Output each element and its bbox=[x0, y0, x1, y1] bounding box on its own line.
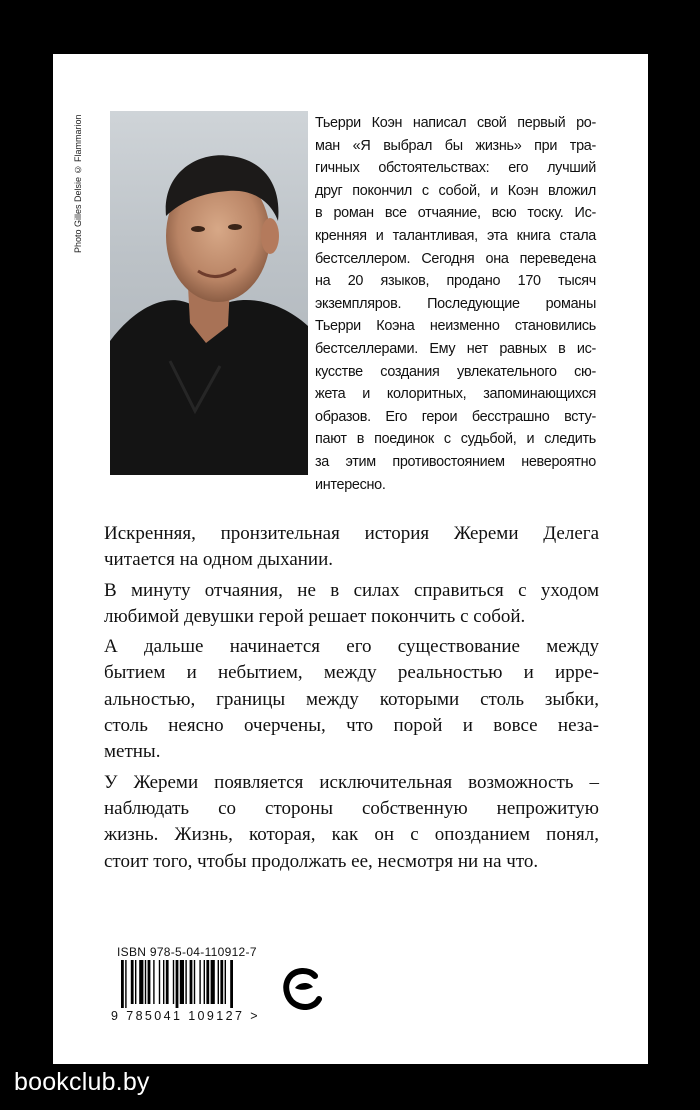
site-watermark: bookclub.by bbox=[14, 1068, 150, 1096]
isbn-label: ISBN 978-5-04-110912-7 bbox=[117, 945, 257, 959]
text-line: читается на одном дыхании. bbox=[104, 549, 334, 571]
annotation-paragraph bbox=[104, 521, 599, 574]
text-line: А дальше начинается его существование между bbox=[104, 636, 599, 658]
text-line: столь неясно очерчены, что порой и вовсе неза- bbox=[104, 715, 599, 737]
barcode bbox=[119, 960, 279, 1008]
bio-line: пают в поединок с судьбой, и следить bbox=[315, 431, 596, 448]
bio-line: интересно. bbox=[315, 476, 386, 493]
bio-line: бестселлерами. Ему нет равных в ис- bbox=[315, 340, 596, 357]
text-line: жизнь. Жизнь, которая, как он с опозданием понял, bbox=[104, 824, 599, 846]
annotation-paragraph bbox=[104, 634, 599, 765]
book-back-cover bbox=[53, 54, 648, 1064]
photo-credit: Photo Gilles Delsie © Flammarion bbox=[73, 114, 83, 253]
bio-line: друг покончил с собой, и Коэн вложил bbox=[315, 182, 596, 199]
bio-line: экземпляров. Последующие романы bbox=[315, 295, 596, 312]
author-photo bbox=[110, 111, 308, 475]
bio-line: кренняя и талантливая, эта книга стала bbox=[315, 227, 596, 244]
bio-line: на 20 языков, продано 170 тысяч bbox=[315, 273, 596, 290]
bio-line: в роман все отчаяние, всю тоску. Ис- bbox=[315, 205, 596, 222]
annotation-paragraph bbox=[104, 770, 599, 875]
text-line: любимой девушки герой решает покончить с собой. bbox=[104, 605, 526, 627]
text-line: метны. bbox=[104, 741, 161, 763]
bio-line: образов. Его герои бесстрашно всту- bbox=[315, 408, 596, 425]
bio-line: Тьерри Коэна неизменно становились bbox=[315, 318, 596, 335]
bio-line: бестселлером. Сегодня она переведена bbox=[315, 250, 596, 267]
text-line: Искренняя, пронзительная история Жереми Делега bbox=[104, 523, 599, 544]
publisher-logo-icon bbox=[283, 966, 323, 1010]
text-line: бытием и небытием, между реальностью и ирре- bbox=[104, 662, 599, 684]
annotation-paragraph bbox=[104, 578, 599, 631]
bio-line: Тьерри Коэн написал свой первый ро- bbox=[315, 115, 596, 131]
text-line: стоит того, чтобы продолжать ее, несмотря ни на что. bbox=[104, 850, 539, 872]
bio-line: кусстве создания увлекательного сю- bbox=[315, 363, 596, 380]
text-line: наблюдать со стороны собственную непрожитую bbox=[104, 797, 599, 819]
bio-line: ман «Я выбрал бы жизнь» при тра- bbox=[315, 137, 596, 154]
bio-line: гичных обстоятельствах: его лучший bbox=[315, 160, 596, 177]
author-bio bbox=[315, 112, 596, 496]
book-annotation bbox=[104, 521, 599, 879]
barcode-digits: 9 785041 109127 > bbox=[111, 1009, 260, 1023]
text-line: У Жереми появляется исключительная возможность – bbox=[104, 771, 599, 793]
text-line: альностью, границы между которыми столь зыбки, bbox=[104, 688, 599, 710]
bio-line: за этим противостоянием невероятно bbox=[315, 453, 596, 470]
text-line: В минуту отчаяния, не в силах справиться с уходом bbox=[104, 579, 599, 601]
bio-line: жета и колоритных, запоминающихся bbox=[315, 386, 596, 403]
